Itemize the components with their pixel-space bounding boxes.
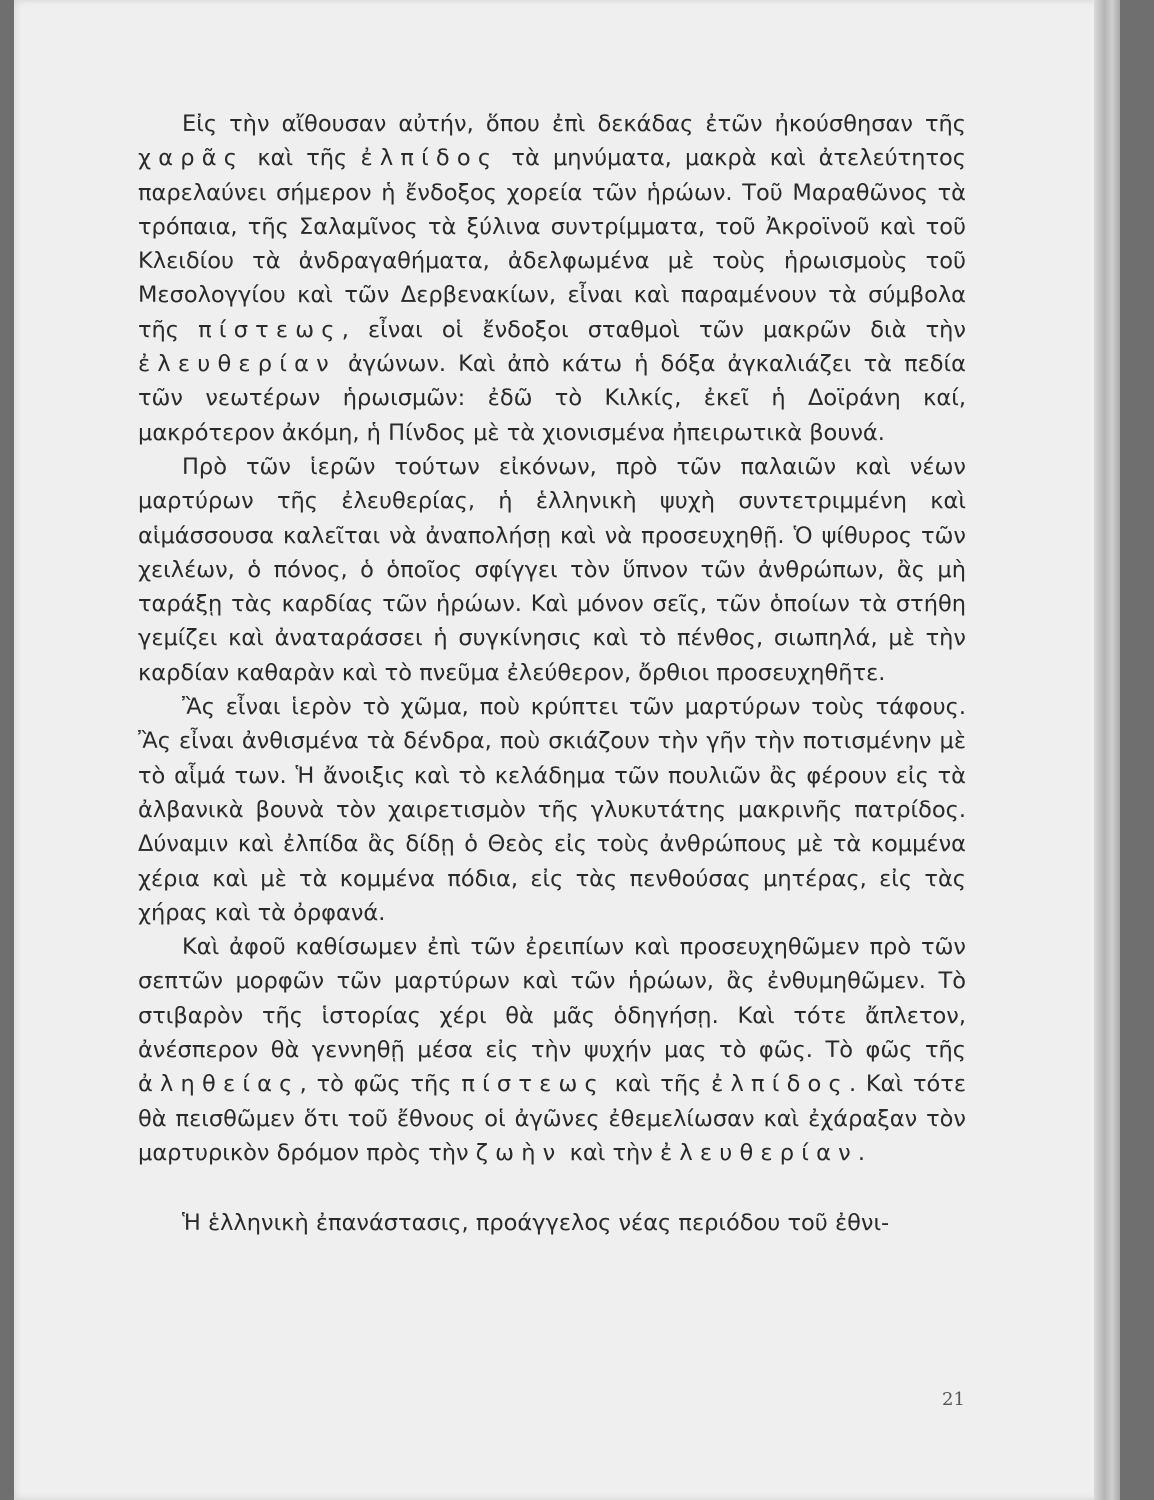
page-edge (1094, 0, 1120, 1500)
text-segment: καὶ τὴν (562, 1139, 660, 1166)
text-segment: Ἂς εἶναι ἱερὸν τὸ χῶμα, ποὺ κρύπτει τῶν μαρτύρων τοὺς τάφους. Ἂς εἶναι ἀνθισμένα τὰ δένδρα, ποὺ σκιάζουν τὴν γῆν τὴν ποτισμένην μὲ τὸ αἷμά των. Ἡ ἄνοιξις καὶ τὸ κελάδημα τῶν πουλιῶν ἂς φέρουν εἰς τὰ ἀλβανικὰ βουνὰ τὸν χαιρετισμὸν τῆς γλυκυτάτης μακρινῆς πατρίδος. Δύναμιν καὶ ἐλπίδα ἂς δίδῃ ὁ Θεὸς εἰς τοὺς ἀνθρώπους μὲ τὰ κομμένα χέρια καὶ μὲ τὰ κομμένα πόδια, εἰς τὰς πενθούσας μητέρας, εἰς τὰς χήρας καὶ τὰ ὀρφανά. (138, 694, 966, 926)
text-segment: Πρὸ τῶν ἱερῶν τούτων εἰκόνων, πρὸ τῶν παλαιῶν καὶ νέων μαρτύρων τῆς ἐλευθερίας, ἡ ἑλληνικὴ ψυχὴ συντετριμμένη καὶ αἱμάσσουσα καλεῖται νὰ ἀναπολήσῃ καὶ νὰ προσευχηθῇ. Ὁ ψίθυρος τῶν χειλέων, ὁ πόνος, ὁ ὁποῖος σφίγγει τὸν ὕπνον τῶν ἀνθρώπων, ἂς μὴ ταράξῃ τὰς καρδίας τῶν ἡρώων. Καὶ μόνον σεῖς, τῶν ὁποίων τὰ στήθη γεμίζει καὶ ἀναταράσσει ἡ συγκίνησις καὶ τὸ πένθος, σιωπηλά, μὲ τὴν καρδίαν καθαρὰν καὶ τὸ πνεῦμα ἐλεύθερον, ὄρθιοι προσευχηθῆτε. (138, 453, 966, 686)
text-segment: . (857, 1139, 866, 1166)
paragraph-4 (138, 930, 966, 1170)
body-text (138, 107, 966, 1241)
spaced-word-alitheias: ἀληθείας (138, 1071, 300, 1098)
text-segment: . Καὶ τότε θὰ πεισθῶμεν ὅτι τοῦ ἔθνους οἱ ἀγῶνες ἐθεμελίωσαν καὶ ἐχάραξαν τὸν μαρτυρικὸν δρόμον πρὸς τὴν (138, 1071, 966, 1166)
text-segment: τὰ μηνύματα, μακρὰ καὶ ἀτελεύτητος παρελαύνει σήμερον ἡ ἔνδοξος χορεία τῶν ἡρώων. Τοῦ Μαραθῶνος τὰ τρόπαια, τῆς Σαλαμῖνος τὰ ξύλινα συντρίμματα, τοῦ Ἀκροϊνοῦ καὶ τοῦ Κλειδίου τὰ ἀνδραγαθήματα, ἀδελφωμένα μὲ τοὺς ἡρωισμοὺς τοῦ Μεσολογγίου καὶ τῶν Δερβενακίων, εἶναι καὶ παραμένουν τὰ σύμβολα τῆς (138, 145, 966, 343)
text-segment: καὶ τῆς (244, 145, 361, 172)
text-segment: Εἰς τὴν αἴθουσαν αὐτήν, ὅπου ἐπὶ δεκάδας ἐτῶν ἠκούσθησαν τῆς (182, 111, 966, 137)
spaced-word-charas: χαρᾶς (138, 145, 245, 172)
spaced-word-pisteos: πίστεως (198, 316, 342, 343)
paragraph-1 (138, 107, 966, 450)
spaced-word-pisteos: πίστεως (461, 1071, 605, 1098)
paragraph-5 (138, 1206, 966, 1240)
paragraph-2 (138, 450, 966, 690)
text-segment: καὶ τῆς (604, 1071, 712, 1098)
text-segment: Ἡ ἑλληνικὴ ἐπανάστασις, προάγγελος νέας περιόδου τοῦ ἐθνι- (182, 1210, 890, 1237)
text-segment: , τὸ φῶς τῆς (299, 1071, 462, 1098)
spaced-word-eleftherian: ἐλευθερίαν (660, 1139, 858, 1166)
spaced-word-elpidos: ἐλπίδος (360, 145, 499, 172)
page-number: 21 (942, 1389, 965, 1410)
paragraph-3 (138, 690, 966, 930)
text-segment: ἀγώνων. Καὶ ἀπὸ κάτω ἡ δόξα ἀγκαλιάζει τὰ πεδία τῶν νεωτέρων ἡρωισμῶν: ἐδῶ τὸ Κιλκίς, ἐκεῖ ἡ Δοϊράνη καί, μακρότερον ἀκόμη, ἡ Πίνδος μὲ τὰ χιονισμένα ἠπειρωτικὰ βουνά. (138, 351, 966, 446)
book-page (14, 0, 1120, 1500)
spaced-word-zoin: ζωὴν (475, 1139, 563, 1166)
text-segment: , εἶναι οἱ ἔνδοξοι σταθμοὶ τῶν μακρῶν διὰ τὴν (341, 316, 966, 343)
spaced-word-eleftherian: ἐλευθερίαν (138, 351, 336, 378)
spaced-word-elpidos: ἐλπίδος (711, 1071, 849, 1098)
text-segment: Καὶ ἀφοῦ καθίσωμεν ἐπὶ τῶν ἐρειπίων καὶ προσευχηθῶμεν πρὸ τῶν σεπτῶν μορφῶν τῶν μαρτύρων καὶ τῶν ἡρώων, ἂς ἐνθυμηθῶμεν. Τὸ στιβαρὸν τῆς ἱστορίας χέρι θὰ μᾶς ὁδηγήσῃ. Καὶ τότε ἄπλετον, ἀνέσπερον θὰ γεννηθῇ μέσα εἰς τὴν ψυχήν μας τὸ φῶς. Τὸ φῶς τῆς (138, 934, 966, 1064)
